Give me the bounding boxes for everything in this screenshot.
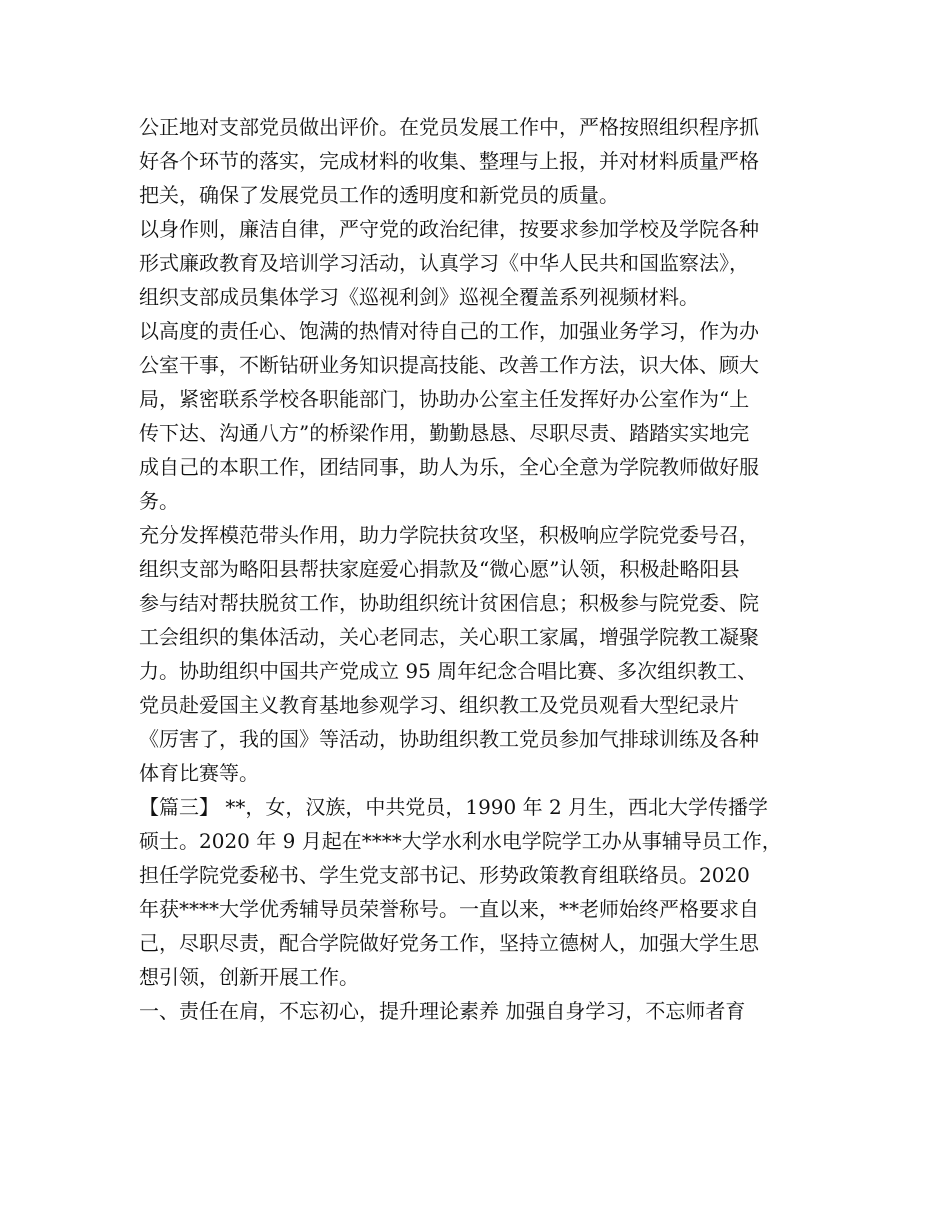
paragraph-chapter-three-intro — [139, 790, 819, 994]
text-line: 组织支部成员集体学习《巡视利剑》巡视全覆盖系列视频材料。 — [139, 285, 699, 309]
text-line: 担任学院党委秘书、学生党支部书记、形势政策教育组联络员。2020 — [139, 863, 750, 887]
paragraph-integrity-discipline — [139, 212, 819, 314]
text-line: 【篇三】 **，女，汉族，中共党员，1990 年 2 月生，西北大学传播学 — [139, 795, 769, 819]
text-line: 硕士。2020 年 9 月起在****大学水利水电学院学工办从事辅导员工作， — [139, 829, 782, 853]
text-line: 以身作则，廉洁自律，严守党的政治纪律，按要求参加学校及学院各种 — [139, 217, 759, 241]
text-line: 想引领，创新开展工作。 — [139, 965, 359, 989]
text-line: 务。 — [139, 489, 179, 513]
paragraph-office-work — [139, 314, 819, 518]
text-line: 己，尽职尽责，配合学院做好党务工作，坚持立德树人，加强大学生思 — [139, 931, 759, 955]
text-line: 党员赴爱国主义教育基地参观学习、组织教工及党员观看大型纪录片 — [139, 693, 739, 717]
text-line: 好各个环节的落实，完成材料的收集、整理与上报，并对材料质量严格 — [139, 149, 759, 173]
text-line: 体育比赛等。 — [139, 761, 259, 785]
text-line: 一、责任在肩，不忘初心，提升理论素养 加强自身学习，不忘师者育 — [139, 999, 746, 1023]
text-line: 形式廉政教育及培训学习活动，认真学习《中华人民共和国监察法》， — [139, 251, 749, 275]
text-line: 力。协助组织中国共产党成立 95 周年纪念合唱比赛、多次组织教工、 — [139, 659, 758, 683]
text-line: 参与结对帮扶脱贫工作，协助组织统计贫困信息；积极参与院党委、院 — [139, 591, 759, 615]
text-line: 《厉害了，我的国》等活动，协助组织教工党员参加气排球训练及各种 — [139, 727, 759, 751]
text-line: 公室干事，不断钻研业务知识提高技能、改善工作方法，识大体、顾大 — [139, 353, 759, 377]
text-line: 传下达、沟通八方”的桥梁作用，勤勤恳恳、尽职尽责、踏踏实实地完 — [139, 421, 750, 445]
text-line: 局，紧密联系学校各职能部门，协助办公室主任发挥好办公室作为“上 — [139, 387, 750, 411]
paragraph-party-member-evaluation — [139, 110, 819, 212]
document-body — [139, 110, 819, 1028]
text-line: 年获****大学优秀辅导员荣誉称号。一直以来，**老师始终严格要求自 — [139, 897, 759, 921]
text-line: 充分发挥模范带头作用，助力学院扶贫攻坚，积极响应学院党委号召， — [139, 523, 759, 547]
text-line: 工会组织的集体活动，关心老同志，关心职工家属，增强学院教工凝聚 — [139, 625, 759, 649]
text-line: 以高度的责任心、饱满的热情对待自己的工作，加强业务学习，作为办 — [139, 319, 759, 343]
text-line: 公正地对支部党员做出评价。在党员发展工作中，严格按照组织程序抓 — [139, 115, 759, 139]
text-line: 成自己的本职工作，团结同事，助人为乐，全心全意为学院教师做好服 — [139, 455, 759, 479]
paragraph-poverty-alleviation — [139, 518, 819, 790]
text-line: 把关，确保了发展党员工作的透明度和新党员的质量。 — [139, 183, 619, 207]
paragraph-section-one-heading — [139, 994, 819, 1028]
text-line: 组织支部为略阳县帮扶家庭爱心捐款及“微心愿”认领，积极赴略阳县 — [139, 557, 740, 581]
